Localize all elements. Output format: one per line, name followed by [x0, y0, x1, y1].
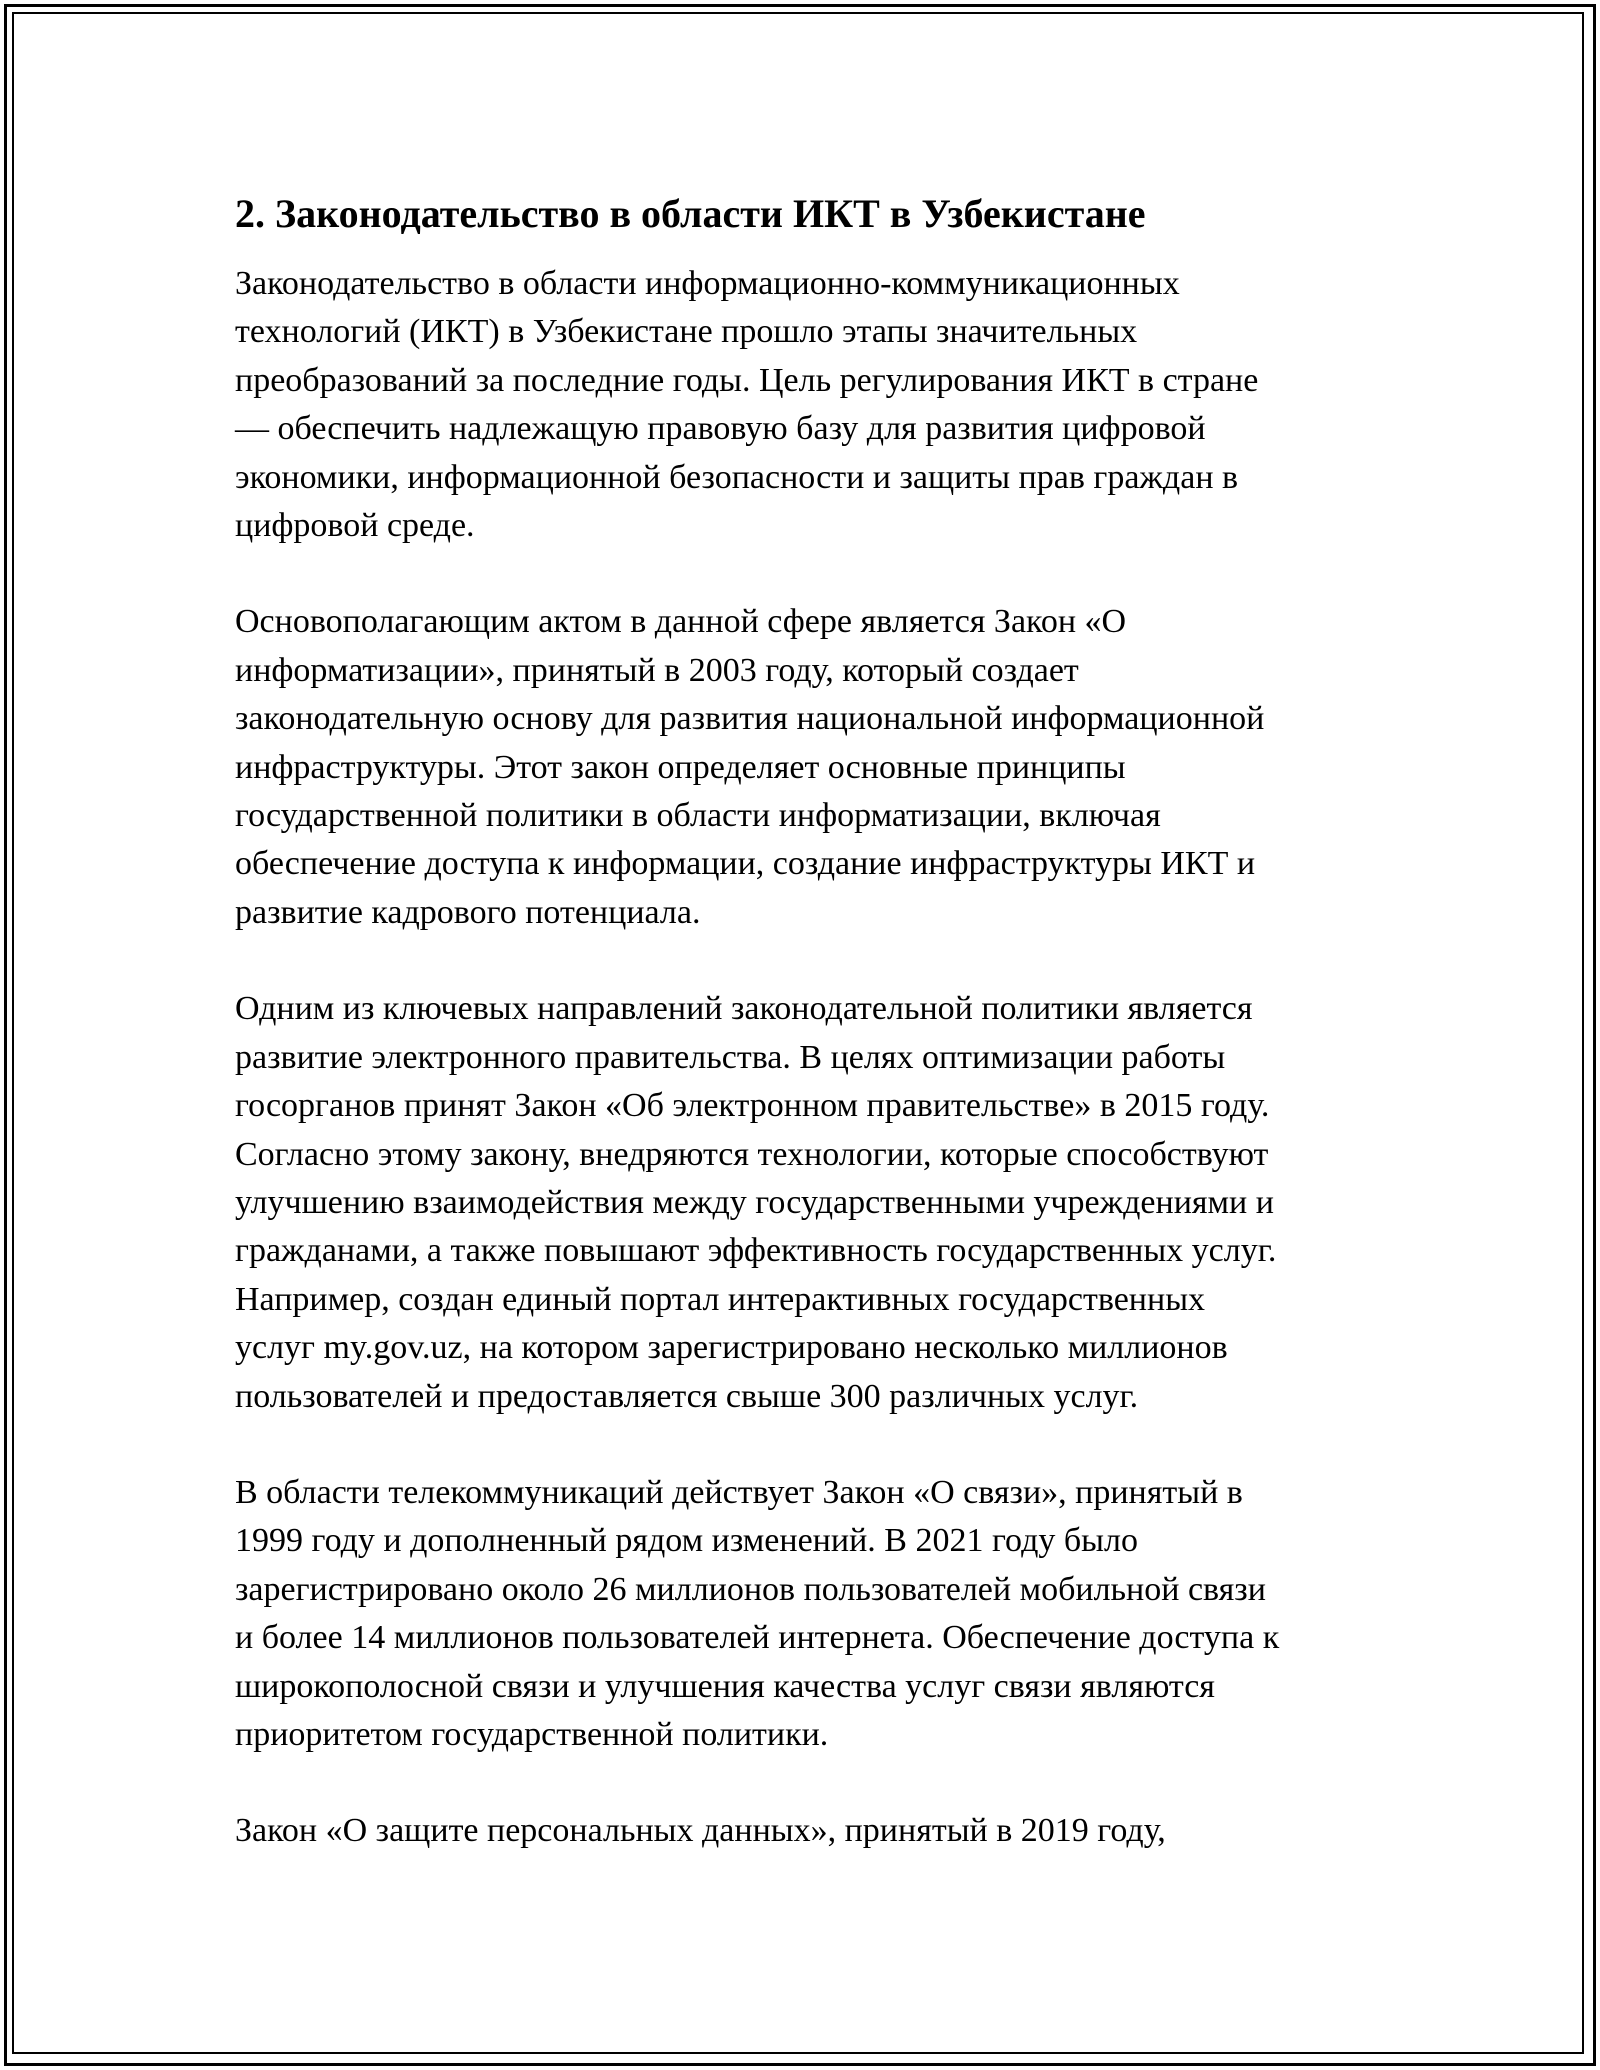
- text-line: Законодательство в области информационно-коммуникационных: [235, 265, 1180, 302]
- text-line: приоритетом государственной политики.: [235, 1715, 829, 1753]
- text-line: 1999 году и дополненный рядом изменений. В 2021 году было: [235, 1522, 1138, 1560]
- text-line: — обеспечить надлежащую правовую базу для развития цифровой: [235, 410, 1206, 448]
- paragraph-personal-data-law: [235, 1807, 1375, 1855]
- text-line: улучшению взаимодействия между государственными учреждениями и: [235, 1183, 1274, 1221]
- text-line: развитие кадрового потенциала.: [235, 893, 701, 931]
- text-line: гражданами, а также повышают эффективность государственных услуг.: [235, 1232, 1277, 1270]
- text-line: цифровой среде.: [235, 507, 475, 545]
- text-line: Согласно этому закону, внедряются технологии, которые способствуют: [235, 1135, 1269, 1173]
- text-line: Например, создан единый портал интерактивных государственных: [235, 1280, 1206, 1318]
- text-line: Одним из ключевых направлений законодательной политики является: [235, 990, 1253, 1028]
- text-line: развитие электронного правительства. В целях оптимизации работы: [235, 1038, 1226, 1076]
- text-line: инфраструктуры. Этот закон определяет основные принципы: [235, 748, 1126, 786]
- text-line: услуг my.gov.uz, на котором зарегистрировано несколько миллионов: [235, 1329, 1228, 1367]
- text-line: зарегистрировано около 26 миллионов пользователей мобильной связи: [235, 1570, 1266, 1608]
- paragraph-telecom-law: [235, 1469, 1375, 1759]
- text-line: преобразований за последние годы. Цель регулирования ИКТ в стране: [235, 361, 1259, 399]
- text-line: широкополосной связи и улучшения качества услуг связи являются: [235, 1667, 1215, 1705]
- text-line: госорганов принят Закон «Об электронном правительстве» в 2015 году.: [235, 1087, 1270, 1125]
- text-line: пользователей и предоставляется свыше 300 различных услуг.: [235, 1377, 1139, 1415]
- text-line: экономики, информационной безопасности и защиты прав граждан в: [235, 458, 1239, 496]
- section-heading: 2. Законодательство в области ИКТ в Узбекистане: [235, 191, 1146, 236]
- document-body: [235, 188, 1375, 1904]
- text-line: Основополагающим актом в данной сфере является Закон «О: [235, 603, 1127, 641]
- text-line: Закон «О защите персональных данных», принятый в 2019 году,: [235, 1812, 1166, 1850]
- text-line: обеспечение доступа к информации, создание инфраструктуры ИКТ и: [235, 845, 1256, 883]
- paragraph-intro: [235, 260, 1375, 550]
- text-line: государственной политики в области информатизации, включая: [235, 797, 1161, 835]
- text-line: информатизации», принятый в 2003 году, который создает: [235, 651, 1079, 689]
- text-line: законодательную основу для развития национальной информационной: [235, 700, 1265, 738]
- paragraph-informatization-law: [235, 598, 1375, 937]
- text-line: технологий (ИКТ) в Узбекистане прошло этапы значительных: [235, 313, 1138, 351]
- text-line: В области телекоммуникаций действует Закон «О связи», принятый в: [235, 1473, 1243, 1511]
- text-line: и более 14 миллионов пользователей интернета. Обеспечение доступа к: [235, 1619, 1280, 1657]
- paragraph-e-government: [235, 985, 1375, 1421]
